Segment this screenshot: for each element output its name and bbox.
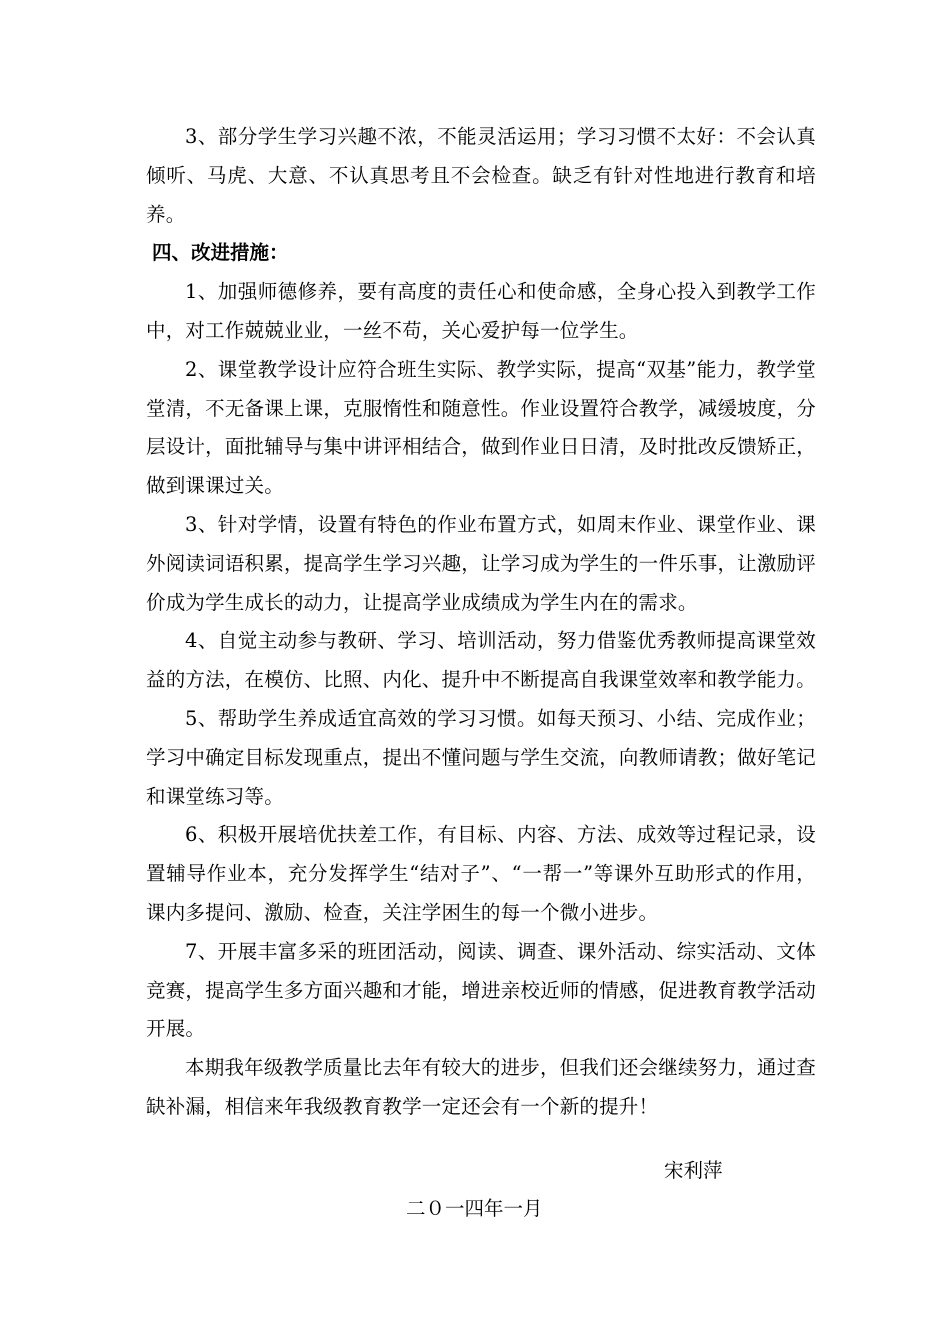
section-heading-improvement-measures: 四、改进措施： (152, 241, 289, 265)
closing-paragraph: 本期我年级教学质量比去年有较大的进步，但我们还会继续努力，通过查缺补漏，相信来年我级教育教学一定还会有一个新的提升！ (146, 1056, 816, 1118)
author-signature: 宋利萍 (664, 1159, 723, 1182)
measure-item-7: 7、开展丰富多采的班团活动，阅读、调查、课外活动、综实活动、文体竞赛，提高学生多方面兴趣和才能，增进亲校近师的情感，促进教育教学活动开展。 (146, 939, 816, 1041)
measure-item-3: 3、针对学情，设置有特色的作业布置方式，如周末作业、课堂作业、课外阅读词语积累，提高学生学习兴趣，让学习成为学生的一件乐事，让激励评价成为学生成长的动力，让提高学业成绩成为学生内在的需求。 (146, 512, 816, 614)
measure-item-2: 2、课堂教学设计应符合班生实际、教学实际，提高“双基”能力，教学堂堂清，不无备课上课，克服惰性和随意性。作业设置符合教学，减缓坡度，分层设计，面批辅导与集中讲评相结合，做到作业日日清，及时批改反馈矫正，做到课课过关。 (146, 357, 816, 498)
paragraph-problem-3: 3、部分学生学习兴趣不浓，不能灵活运用；学习习惯不太好：不会认真倾听、马虎、大意、不认真思考且不会检查。缺乏有针对性地进行教育和培养。 (146, 125, 816, 226)
document-body (146, 118, 816, 1127)
measure-item-6: 6、积极开展培优扶差工作，有目标、内容、方法、成效等过程记录，设置辅导作业本，充分发挥学生“结对子”、“一帮一”等课外互助形式的作用，课内多提问、激励、检查，关注学困生的每一个微小进步。 (146, 823, 816, 924)
document-date: 二０一四年一月 (406, 1197, 543, 1220)
measure-item-5: 5、帮助学生养成适宜高效的学习习惯。如每天预习、小结、完成作业；学习中确定目标发现重点，提出不懂问题与学生交流，向教师请教；做好笔记和课堂练习等。 (146, 706, 816, 808)
measure-item-1: 1、加强师德修养，要有高度的责任心和使命感，全身心投入到教学工作中，对工作兢兢业业，一丝不苟，关心爱护每一位学生。 (146, 280, 816, 342)
measure-item-4: 4、自觉主动参与教研、学习、培训活动，努力借鉴优秀教师提高课堂效益的方法，在模仿、比照、内化、提升中不断提高自我课堂效率和教学能力。 (146, 629, 816, 692)
